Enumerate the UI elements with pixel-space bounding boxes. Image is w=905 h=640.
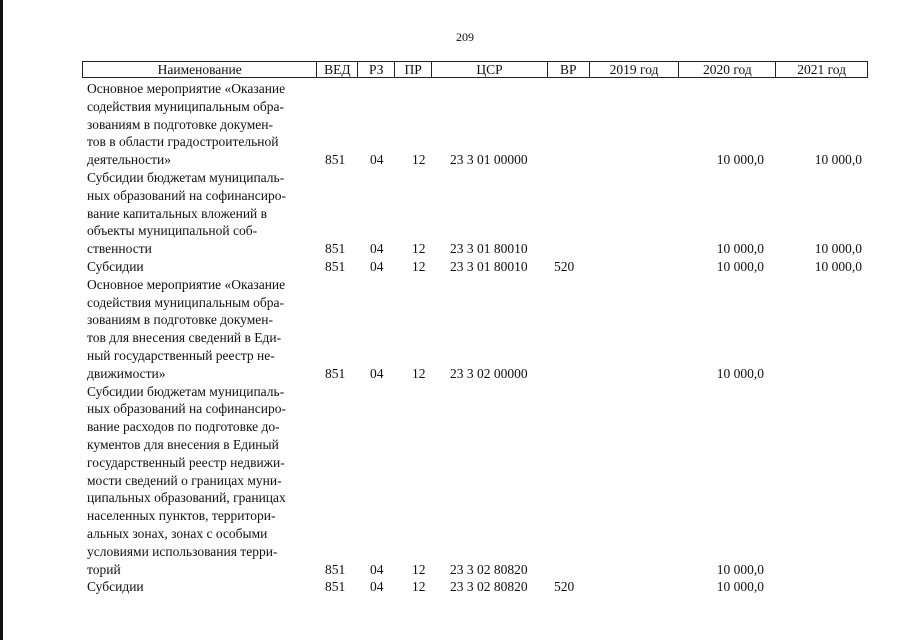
row-rz: 04: [370, 561, 384, 577]
header-csr: ЦСР: [432, 62, 548, 77]
row-ved: 851: [325, 561, 346, 577]
row-pr: 12: [412, 241, 426, 257]
row-ved: 851: [325, 579, 346, 595]
table-row: [87, 383, 868, 579]
row-name: Основное мероприятие «Оказание содействия муниципальным обра- зованиям в подготовке докумен- тов для внесения сведений в Еди- ный государственный реестр не- движимости»: [87, 276, 286, 381]
table-row: [87, 169, 868, 258]
row-csr: 23 3 01 00000: [450, 152, 528, 168]
header-rz: РЗ: [358, 62, 395, 77]
row-2021: 10 000,0: [814, 258, 862, 274]
page-left-border: [0, 0, 3, 640]
row-name: Основное мероприятие «Оказание содействия муниципальным обра- зованиям в подготовке докумен- тов в области градостроительной деятельности»: [87, 81, 286, 168]
row-2020: 10 000,0: [716, 579, 764, 595]
row-csr: 23 3 01 80010: [450, 241, 528, 257]
row-vr: 520: [554, 579, 575, 595]
row-pr: 12: [412, 152, 426, 168]
row-name: Субсидии: [87, 258, 144, 274]
table-body: [87, 80, 868, 596]
row-pr: 12: [412, 365, 426, 381]
table-row: [87, 276, 868, 383]
header-2019: 2019 год: [590, 62, 680, 77]
header-pr: ПР: [395, 62, 432, 77]
header-vr: ВР: [548, 62, 590, 77]
row-2020: 10 000,0: [716, 152, 764, 168]
row-rz: 04: [370, 152, 384, 168]
header-name: Наименование: [83, 62, 317, 77]
row-rz: 04: [370, 258, 384, 274]
row-2021: 10 000,0: [814, 241, 862, 257]
row-name: Субсидии бюджетам муниципаль- ных образований на софинансиро- вание расходов по подготовке до- кументов для внесения в Единый государственный реестр недвижи- мости сведений о границах муни- ципальных образований, границах населенных пунктов, территори- альных зонах, зонах с особыми условиями использования терри- торий: [87, 383, 286, 577]
row-2021: 10 000,0: [814, 152, 862, 168]
row-rz: 04: [370, 579, 384, 595]
row-ved: 851: [325, 241, 346, 257]
table-header: [82, 61, 868, 78]
row-ved: 851: [325, 365, 346, 381]
header-2021: 2021 год: [797, 61, 846, 77]
row-pr: 12: [412, 561, 426, 577]
row-2020: 10 000,0: [716, 365, 764, 381]
row-rz: 04: [370, 365, 384, 381]
header-2020: 2020 год: [679, 62, 776, 77]
row-name: Субсидии: [87, 579, 144, 595]
row-2020: 10 000,0: [716, 241, 764, 257]
row-ved: 851: [325, 152, 346, 168]
row-csr: 23 3 01 80010: [450, 258, 528, 274]
row-ved: 851: [325, 258, 346, 274]
table-row: [87, 578, 868, 596]
row-vr: 520: [554, 258, 575, 274]
row-pr: 12: [412, 579, 426, 595]
table-row: [87, 258, 868, 276]
row-csr: 23 3 02 80820: [450, 561, 528, 577]
row-pr: 12: [412, 258, 426, 274]
row-2020: 10 000,0: [716, 561, 764, 577]
row-csr: 23 3 02 80820: [450, 579, 528, 595]
page-number: 209: [456, 30, 474, 44]
header-ved: ВЕД: [317, 62, 358, 77]
table-row: [87, 80, 868, 169]
row-rz: 04: [370, 241, 384, 257]
row-2020: 10 000,0: [716, 258, 764, 274]
row-csr: 23 3 02 00000: [450, 365, 528, 381]
row-name: Субсидии бюджетам муниципаль- ных образований на софинансиро- вание капитальных вложений в объекты муниципальной соб- ственности: [87, 169, 286, 257]
